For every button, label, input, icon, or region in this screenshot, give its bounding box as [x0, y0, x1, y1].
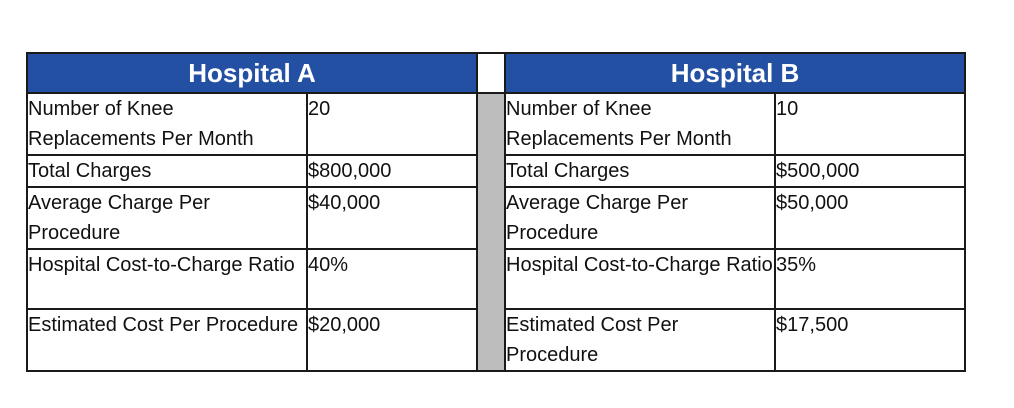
hospital-a-row-label: Total Charges	[27, 155, 307, 187]
hospital-b-row-value: $50,000	[775, 187, 965, 249]
hospital-b-row-value: 10	[775, 93, 965, 155]
hospital-a-header: Hospital A	[27, 53, 477, 93]
hospital-a-row-value: $20,000	[307, 309, 477, 371]
hospital-b-row-label: Total Charges	[505, 155, 775, 187]
hospital-a-row-value: $40,000	[307, 187, 477, 249]
hospital-a-row-value: $800,000	[307, 155, 477, 187]
column-separator	[477, 53, 505, 93]
hospital-a-row-label: Hospital Cost-to-Charge Ratio	[27, 249, 307, 309]
hospital-a-row-value: 20	[307, 93, 477, 155]
column-separator	[477, 93, 505, 371]
hospital-b-row-label: Number of Knee Replacements Per Month	[505, 93, 775, 155]
hospital-b-row-label: Estimated Cost Per Procedure	[505, 309, 775, 371]
hospital-b-row-label: Average Charge Per Procedure	[505, 187, 775, 249]
table-row	[27, 93, 965, 155]
hospital-comparison-table	[26, 52, 966, 372]
header-row	[27, 53, 965, 93]
hospital-a-row-value: 40%	[307, 249, 477, 309]
hospital-b-row-label: Hospital Cost-to-Charge Ratio	[505, 249, 775, 309]
hospital-b-row-value: $500,000	[775, 155, 965, 187]
hospital-b-header: Hospital B	[505, 53, 965, 93]
hospital-a-row-label: Estimated Cost Per Procedure	[27, 309, 307, 371]
hospital-a-row-label: Number of Knee Replacements Per Month	[27, 93, 307, 155]
hospital-b-row-value: 35%	[775, 249, 965, 309]
hospital-b-row-value: $17,500	[775, 309, 965, 371]
hospital-a-row-label: Average Charge Per Procedure	[27, 187, 307, 249]
